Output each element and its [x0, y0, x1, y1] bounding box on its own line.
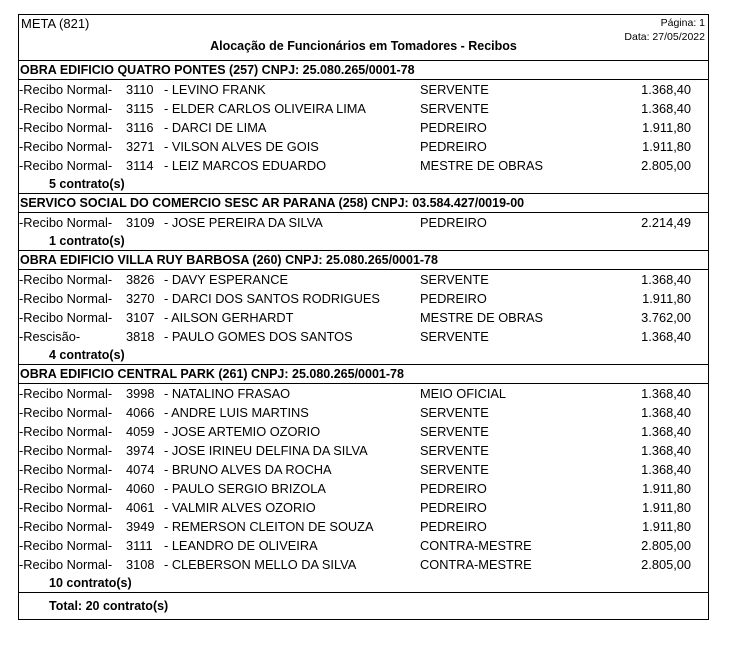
employee-function: PEDREIRO: [420, 120, 487, 135]
receipt-value: 1.368,40: [641, 424, 691, 439]
employee-function: PEDREIRO: [420, 215, 487, 230]
employee-row: [19, 441, 708, 460]
receipt-value: 1.911,80: [642, 481, 691, 496]
receipt-value: 1.368,40: [641, 329, 691, 344]
employee-name: - DARCI DOS SANTOS RODRIGUES: [164, 291, 380, 306]
receipt-value: 2.805,00: [641, 557, 691, 572]
employee-code: 3110: [126, 82, 154, 97]
employee-row: [19, 422, 708, 441]
employee-code: 3114: [126, 158, 154, 173]
employee-code: 4060: [126, 481, 155, 496]
employee-name: - VALMIR ALVES OZORIO: [164, 500, 316, 515]
employee-name: - PAULO SERGIO BRIZOLA: [164, 481, 326, 496]
receipt-value: 1.368,40: [641, 386, 691, 401]
employee-name: - ELDER CARLOS OLIVEIRA LIMA: [164, 101, 366, 116]
employee-row: [19, 156, 708, 175]
receipt-type: -Recibo Normal-: [19, 386, 113, 401]
receipt-type: -Recibo Normal-: [19, 272, 113, 287]
employee-name: - LEANDRO DE OLIVEIRA: [164, 538, 318, 553]
employee-name: - DAVY ESPERANCE: [164, 272, 288, 287]
receipt-type: -Recibo Normal-: [19, 424, 113, 439]
employee-code: 3111: [126, 538, 153, 553]
receipt-value: 2.805,00: [641, 158, 691, 173]
employee-row: [19, 270, 708, 289]
receipt-type: -Recibo Normal-: [19, 120, 113, 135]
receipt-type: -Recibo Normal-: [19, 310, 113, 325]
employee-row: [19, 327, 708, 346]
tomador-section: [19, 251, 708, 365]
receipt-type: -Recibo Normal-: [19, 101, 113, 116]
report-meta: META (821): [21, 16, 90, 31]
receipt-value: 1.368,40: [641, 405, 691, 420]
employee-row: [19, 403, 708, 422]
employee-name: - JOSE IRINEU DELFINA DA SILVA: [164, 443, 368, 458]
section-count: 1 contrato(s): [49, 234, 125, 248]
employee-code: 3109: [126, 215, 155, 230]
receipt-type: -Recibo Normal-: [19, 405, 113, 420]
employee-function: MESTRE DE OBRAS: [420, 310, 544, 325]
tomador-section: [19, 194, 708, 251]
employee-function: PEDREIRO: [420, 139, 487, 154]
sections-container: [19, 61, 708, 593]
employee-row: [19, 536, 708, 555]
employee-code: 3115: [126, 101, 154, 116]
employee-row: [19, 479, 708, 498]
employee-function: SERVENTE: [420, 405, 489, 420]
receipt-value: 2.214,49: [641, 215, 691, 230]
report-title: Alocação de Funcionários em Tomadores - Recibos: [210, 39, 517, 53]
receipt-value: 3.762,00: [641, 310, 691, 325]
employee-row: [19, 213, 708, 232]
employee-row: [19, 289, 708, 308]
employee-name: - DARCI DE LIMA: [164, 120, 267, 135]
employee-row: [19, 137, 708, 156]
employee-name: - JOSE PEREIRA DA SILVA: [164, 215, 323, 230]
employee-row: [19, 99, 708, 118]
employee-function: CONTRA-MESTRE: [420, 557, 532, 572]
employee-name: - AILSON GERHARDT: [164, 310, 294, 325]
employee-name: - BRUNO ALVES DA ROCHA: [164, 462, 332, 477]
receipt-type: -Recibo Normal-: [19, 139, 113, 154]
employee-name: - VILSON ALVES DE GOIS: [164, 139, 319, 154]
employee-name: - CLEBERSON MELLO DA SILVA: [164, 557, 357, 572]
employee-function: SERVENTE: [420, 329, 489, 344]
employee-code: 4059: [126, 424, 155, 439]
employee-function: PEDREIRO: [420, 291, 487, 306]
employee-code: 3826: [126, 272, 155, 287]
receipt-value: 1.368,40: [641, 462, 691, 477]
receipt-value: 1.368,40: [641, 443, 691, 458]
receipt-type: -Recibo Normal-: [19, 462, 113, 477]
employee-function: SERVENTE: [420, 82, 489, 97]
report: [18, 14, 709, 620]
employee-function: PEDREIRO: [420, 481, 487, 496]
page-number: Página: 1: [660, 17, 705, 29]
employee-row: [19, 80, 708, 99]
employee-function: PEDREIRO: [420, 500, 487, 515]
report-date: Data: 27/05/2022: [624, 31, 705, 43]
receipt-type: -Recibo Normal-: [19, 215, 113, 230]
section-count: 5 contrato(s): [49, 177, 125, 191]
employee-code: 3949: [126, 519, 155, 534]
receipt-value: 1.911,80: [642, 120, 691, 135]
employee-row: [19, 118, 708, 137]
receipt-value: 1.911,80: [642, 500, 691, 515]
receipt-value: 2.805,00: [641, 538, 691, 553]
employee-code: 3818: [126, 329, 155, 344]
section-count: 10 contrato(s): [49, 576, 132, 590]
receipt-type: -Recibo Normal-: [19, 291, 113, 306]
section-title: OBRA EDIFICIO QUATRO PONTES (257) CNPJ: 25.080.265/0001-78: [19, 61, 708, 80]
employee-name: - LEIZ MARCOS EDUARDO: [164, 158, 327, 173]
employee-row: [19, 555, 708, 574]
receipt-type: -Recibo Normal-: [19, 158, 113, 173]
employee-code: 3270: [126, 291, 155, 306]
employee-function: SERVENTE: [420, 424, 489, 439]
receipt-type: -Rescisão-: [19, 329, 81, 344]
employee-function: MESTRE DE OBRAS: [420, 158, 544, 173]
employee-code: 4066: [126, 405, 155, 420]
employee-row: [19, 384, 708, 403]
employee-row: [19, 460, 708, 479]
receipt-type: -Recibo Normal-: [19, 481, 113, 496]
employee-code: 4061: [126, 500, 155, 515]
employee-code: 3998: [126, 386, 155, 401]
employee-name: - REMERSON CLEITON DE SOUZA: [164, 519, 374, 534]
receipt-value: 1.911,80: [642, 291, 691, 306]
tomador-section: [19, 61, 708, 194]
receipt-value: 1.368,40: [641, 272, 691, 287]
employee-code: 3107: [126, 310, 155, 325]
employee-name: - LEVINO FRANK: [164, 82, 266, 97]
employee-name: - JOSE ARTEMIO OZORIO: [164, 424, 321, 439]
employee-function: SERVENTE: [420, 101, 489, 116]
receipt-type: -Recibo Normal-: [19, 443, 113, 458]
receipt-type: -Recibo Normal-: [19, 519, 113, 534]
report-header: [19, 15, 708, 61]
section-title: OBRA EDIFICIO VILLA RUY BARBOSA (260) CNPJ: 25.080.265/0001-78: [19, 251, 708, 270]
section-title: OBRA EDIFICIO CENTRAL PARK (261) CNPJ: 25.080.265/0001-78: [19, 365, 708, 384]
employee-row: [19, 517, 708, 536]
receipt-type: -Recibo Normal-: [19, 538, 113, 553]
employee-name: - NATALINO FRASAO: [164, 386, 291, 401]
receipt-type: -Recibo Normal-: [19, 557, 113, 572]
employee-function: SERVENTE: [420, 443, 489, 458]
receipt-value: 1.368,40: [641, 101, 691, 116]
employee-code: 3271: [126, 139, 155, 154]
employee-code: 3974: [126, 443, 155, 458]
receipt-value: 1.911,80: [642, 139, 691, 154]
employee-code: 3108: [126, 557, 155, 572]
receipt-type: -Recibo Normal-: [19, 500, 113, 515]
receipt-value: 1.368,40: [641, 82, 691, 97]
receipt-value: 1.911,80: [642, 519, 691, 534]
employee-name: - PAULO GOMES DOS SANTOS: [164, 329, 353, 344]
tomador-section: [19, 365, 708, 593]
section-title: SERVICO SOCIAL DO COMERCIO SESC AR PARANA (258) CNPJ: 03.584.427/0019-00: [19, 194, 708, 213]
employee-row: [19, 308, 708, 327]
employee-row: [19, 498, 708, 517]
receipt-type: -Recibo Normal-: [19, 82, 113, 97]
employee-function: CONTRA-MESTRE: [420, 538, 532, 553]
page-info: [624, 16, 705, 44]
employee-function: SERVENTE: [420, 272, 489, 287]
employee-code: 3116: [126, 120, 154, 135]
section-count: 4 contrato(s): [49, 348, 125, 362]
employee-function: PEDREIRO: [420, 519, 487, 534]
employee-code: 4074: [126, 462, 155, 477]
employee-function: MEIO OFICIAL: [420, 386, 507, 401]
grand-total: Total: 20 contrato(s): [49, 599, 169, 613]
employee-name: - ANDRE LUIS MARTINS: [164, 405, 309, 420]
employee-function: SERVENTE: [420, 462, 489, 477]
